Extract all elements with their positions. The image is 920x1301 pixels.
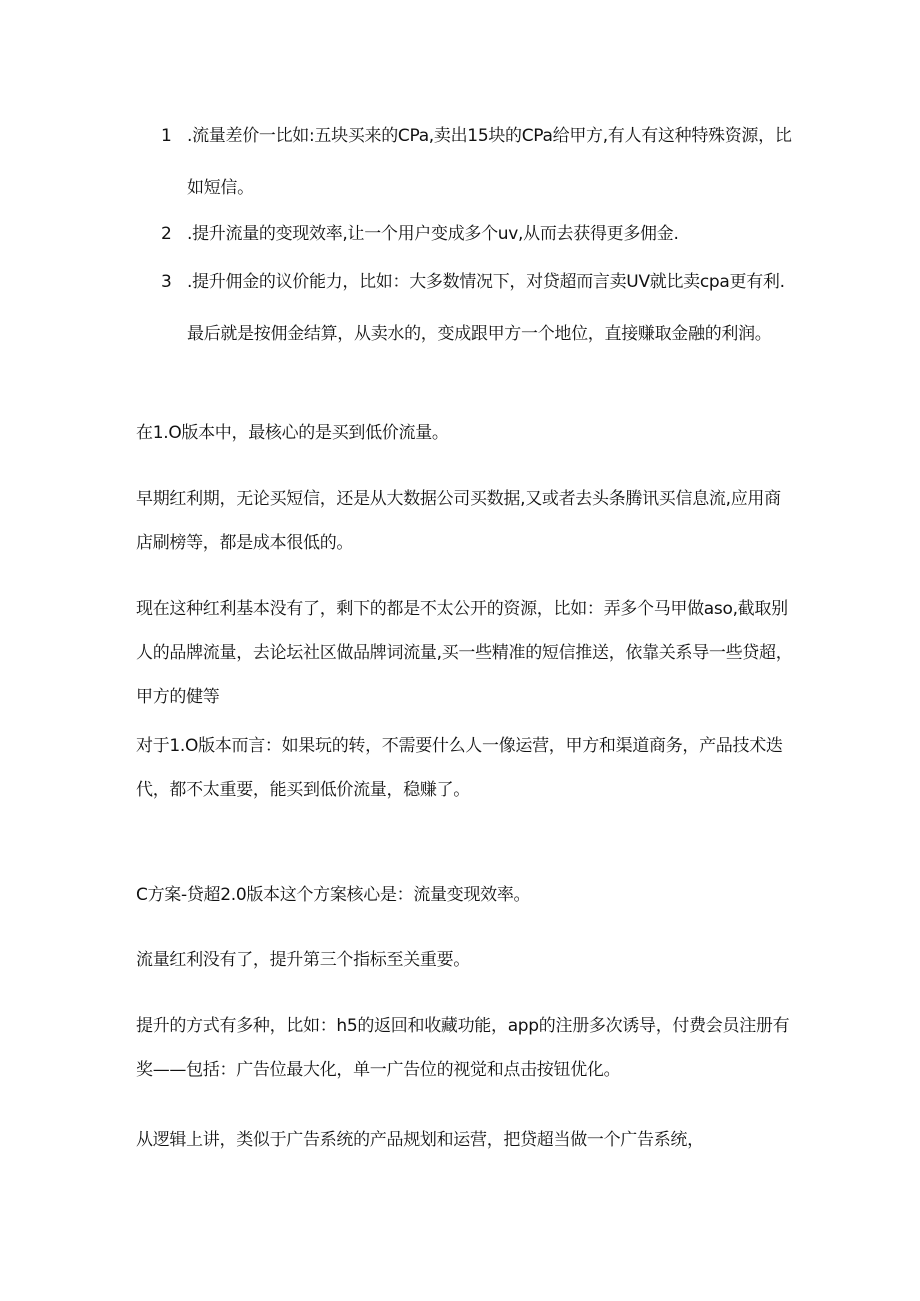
paragraph: C方案-贷超2.0版本这个方案核心是：流量变现效率。 (136, 885, 531, 905)
list-text: .流量差价一比如:五块买来的CPa,卖出15块的CPa给甲方,有人有这种特殊资源，比如短信。 (187, 126, 792, 198)
paragraph: 提升的方式有多种，比如：h5的返回和收藏功能，app的注册多次诱导，付费会员注册有奖——包括：广告位最大化，单一广告位的视觉和点击按钮优化。 (136, 1016, 790, 1080)
list-text: .提升流量的变现效率,让一个用户变成多个uv,从而去获得更多佣金. (187, 224, 679, 244)
paragraph: 从逻辑上讲，类似于广告系统的产品规划和运营，把贷超当做一个广告系统， (136, 1130, 704, 1150)
list-number: 1 (161, 126, 172, 146)
paragraph: 流量红利没有了，提升第三个指标至关重要。 (136, 950, 470, 970)
paragraph: 现在这种红利基本没有了，剩下的都是不太公开的资源，比如：弄多个马甲做aso,截取别人的品牌流量，去论坛社区做品牌词流量,买一些精准的短信推送，依靠关系导一些贷超，甲方的健等 (136, 599, 793, 707)
list-text: .提升佣金的议价能力，比如：大多数情况下，对贷超而言卖UV就比卖cpa更有利.最后就是按佣金结算，从卖水的，变成跟甲方一个地位，直接赚取金融的利润。 (187, 272, 785, 344)
paragraph: 早期红利期，无论买短信，还是从大数据公司买数据,又或者去头条腾讯买信息流,应用商店刷榜等，都是成本很低的。 (136, 489, 781, 553)
paragraph: 在1.O版本中，最核心的是买到低价流量。 (136, 423, 449, 443)
paragraph: 对于1.O版本而言：如果玩的转，不需要什么人一像运营，甲方和渠道商务，产品技术迭代，都不太重要，能买到低价流量，稳赚了。 (136, 736, 783, 800)
list-number: 2 (161, 224, 172, 244)
list-number: 3 (161, 272, 172, 292)
